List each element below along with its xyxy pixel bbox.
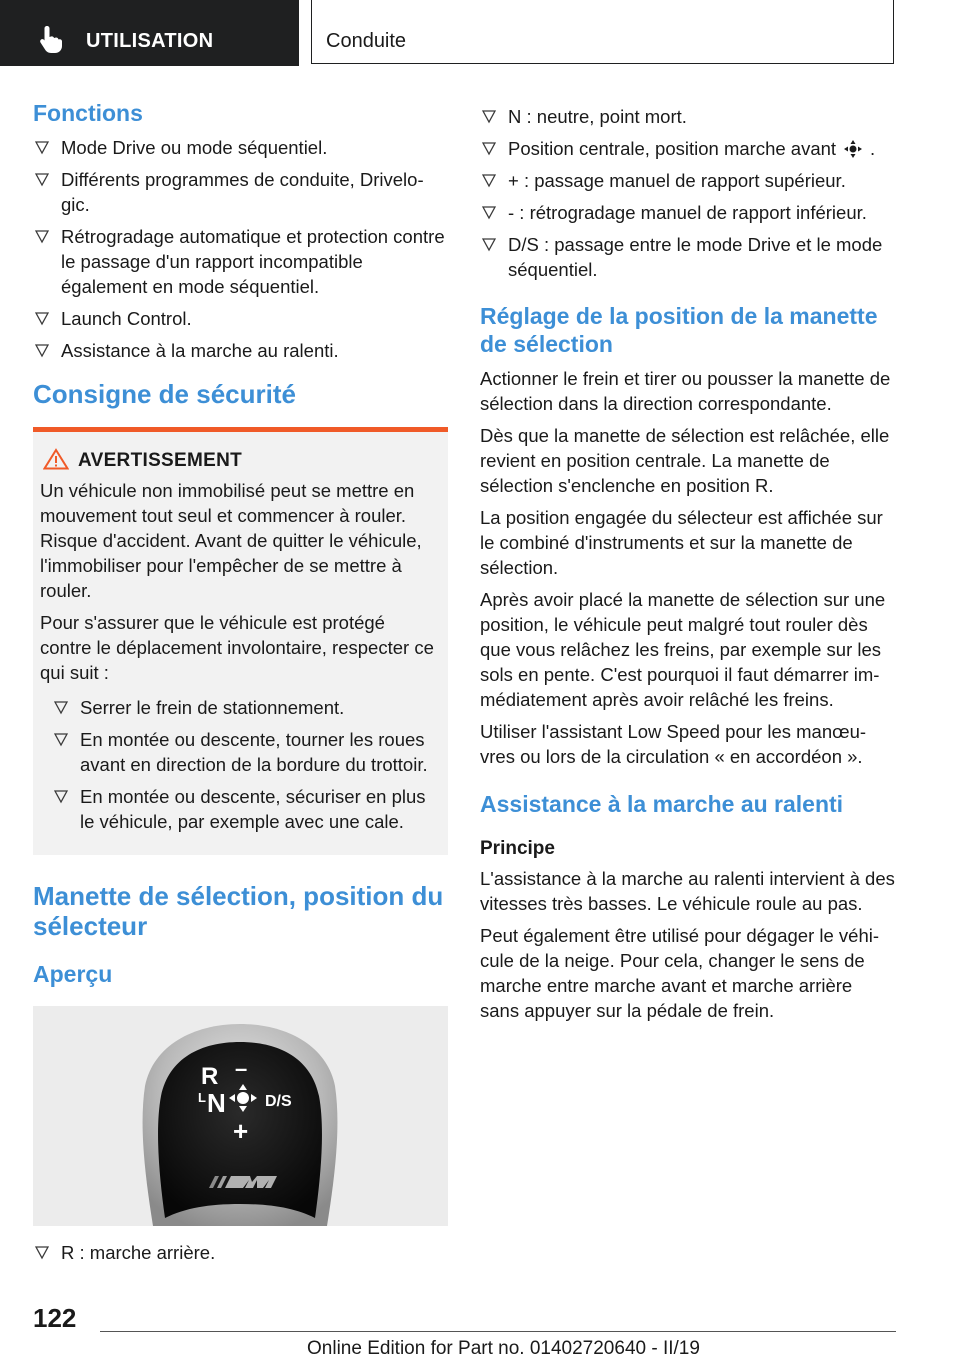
list-item: Assistance à la marche au ralenti. bbox=[33, 338, 448, 363]
paragraph: Actionner le frein et tirer ou pousser la manette de sélection dans la direction correspondante. bbox=[480, 368, 891, 414]
triangle-bullet-icon bbox=[482, 203, 496, 221]
list-item: N : neutre, point mort. bbox=[480, 104, 896, 129]
gear-selector-image bbox=[33, 1006, 448, 1226]
section-label: UTILISATION bbox=[86, 30, 214, 52]
paragraph: L'assistance à la marche au ralenti intervient à des vitesses très basses. Le véhicule roule au pas. bbox=[480, 868, 895, 914]
list-item: Launch Control. bbox=[33, 306, 448, 331]
list-item: Position centrale, position marche avant . bbox=[480, 136, 896, 161]
selector-heading: Manette de sélection, position du sélecteur bbox=[33, 881, 444, 941]
list-item: - : rétrogradage manuel de rapport inférieur. bbox=[480, 200, 896, 225]
page-number: 122 bbox=[33, 1303, 77, 1333]
reglage-heading: Réglage de la position de la manette de sélection bbox=[480, 303, 878, 357]
footer-edition: Online Edition for Part no. 01402720640 - II/19 bbox=[307, 1338, 700, 1359]
warning-box bbox=[33, 427, 448, 855]
knob-plus-label: + bbox=[233, 1116, 249, 1146]
triangle-bullet-icon bbox=[54, 698, 68, 716]
warning-paragraph: Un véhicule non immobilisé peut se mettre en mouvement tout seul et commencer à rouler. Risque d'accident. Avant de quitter le véhicule, l'immobiliser pour l'empêcher de se mettre à rouler. bbox=[40, 480, 422, 601]
triangle-bullet-icon bbox=[54, 730, 68, 748]
triangle-bullet-icon bbox=[35, 227, 49, 245]
triangle-bullet-icon bbox=[35, 138, 49, 156]
knob-n-label: N bbox=[207, 1088, 226, 1118]
hand-pointer-icon bbox=[38, 24, 64, 54]
triangle-bullet-icon bbox=[35, 1243, 49, 1261]
safety-heading: Consigne de sécurité bbox=[33, 379, 296, 409]
triangle-bullet-icon bbox=[482, 139, 496, 157]
list-item: En montée ou descente, tourner les roues avant en direction de la bordure du trottoir. bbox=[40, 727, 440, 777]
chapter-tab bbox=[311, 0, 894, 64]
section-tab bbox=[0, 0, 299, 66]
list-item: + : passage manuel de rapport supérieur. bbox=[480, 168, 896, 193]
triangle-bullet-icon bbox=[35, 170, 49, 188]
fonctions-heading: Fonctions bbox=[33, 100, 143, 126]
assist-heading: Assistance à la marche au ralenti bbox=[480, 791, 844, 817]
principe-heading: Principe bbox=[480, 838, 555, 859]
center-position-icon bbox=[842, 139, 864, 159]
paragraph: Après avoir placé la manette de sélection sur une position, le véhicule peut malgré tout rouler dès que vous relâchez les freins, par exemple sur les sols en pente. C'est pourquoi il faut démarrer im-médiatement après avoir relâché les freins. bbox=[480, 589, 886, 710]
right-column bbox=[480, 104, 896, 1030]
page-header bbox=[0, 0, 960, 66]
list-item: D/S : passage entre le mode Drive et le mode séquentiel. bbox=[480, 232, 896, 282]
triangle-bullet-icon bbox=[35, 309, 49, 327]
triangle-bullet-icon bbox=[482, 107, 496, 125]
chapter-label: Conduite bbox=[326, 30, 407, 52]
knob-l-label: L bbox=[198, 1090, 206, 1105]
warning-title: AVERTISSEMENT bbox=[40, 450, 440, 472]
triangle-bullet-icon bbox=[482, 171, 496, 189]
paragraph: Peut également être utilisé pour dégager le véhi-cule de la neige. Pour cela, changer le sens de marche entre marche avant et marche arrière sans appuyer sur la pédale de frein. bbox=[480, 925, 880, 1021]
warning-paragraph: Pour s'assurer que le véhicule est protégé contre le déplacement involontaire, respecter ce qui suit : bbox=[40, 612, 434, 683]
list-item: Mode Drive ou mode séquentiel. bbox=[33, 135, 448, 160]
footer-divider bbox=[100, 1331, 896, 1332]
list-item: En montée ou descente, sécuriser en plus le véhicule, par exemple avec une cale. bbox=[40, 784, 440, 834]
list-item: Différents programmes de conduite, Drivelo-gic. bbox=[33, 167, 448, 217]
list-item: Serrer le frein de stationnement. bbox=[40, 695, 440, 720]
triangle-bullet-icon bbox=[35, 341, 49, 359]
list-item: R : marche arrière. bbox=[33, 1240, 448, 1265]
knob-minus-label: – bbox=[235, 1056, 248, 1081]
fonctions-list bbox=[33, 135, 448, 363]
selector-positions-list bbox=[480, 104, 896, 282]
selector-list bbox=[33, 1240, 448, 1265]
warning-list bbox=[40, 695, 440, 834]
knob-r-label: R bbox=[201, 1063, 219, 1090]
triangle-bullet-icon bbox=[482, 235, 496, 253]
list-item: Rétrogradage automatique et protection contre le passage d'un rapport incompatible également en mode séquentiel. bbox=[33, 224, 448, 299]
paragraph: Dès que la manette de sélection est relâchée, elle revient en position centrale. La manette de sélection s'enclenche en position R. bbox=[480, 425, 890, 496]
gear-knob-illustration bbox=[33, 1006, 448, 1226]
apercu-heading: Aperçu bbox=[33, 961, 113, 987]
warning-triangle-icon bbox=[43, 448, 69, 470]
left-column bbox=[33, 100, 448, 1272]
triangle-bullet-icon bbox=[54, 787, 68, 805]
paragraph: Utiliser l'assistant Low Speed pour les manœu-vres ou lors de la circulation « en accordéon ». bbox=[480, 721, 867, 767]
paragraph: La position engagée du sélecteur est affichée sur le combiné d'instruments et sur la manette de sélection. bbox=[480, 507, 883, 578]
knob-ds-label: D/S bbox=[265, 1093, 292, 1110]
